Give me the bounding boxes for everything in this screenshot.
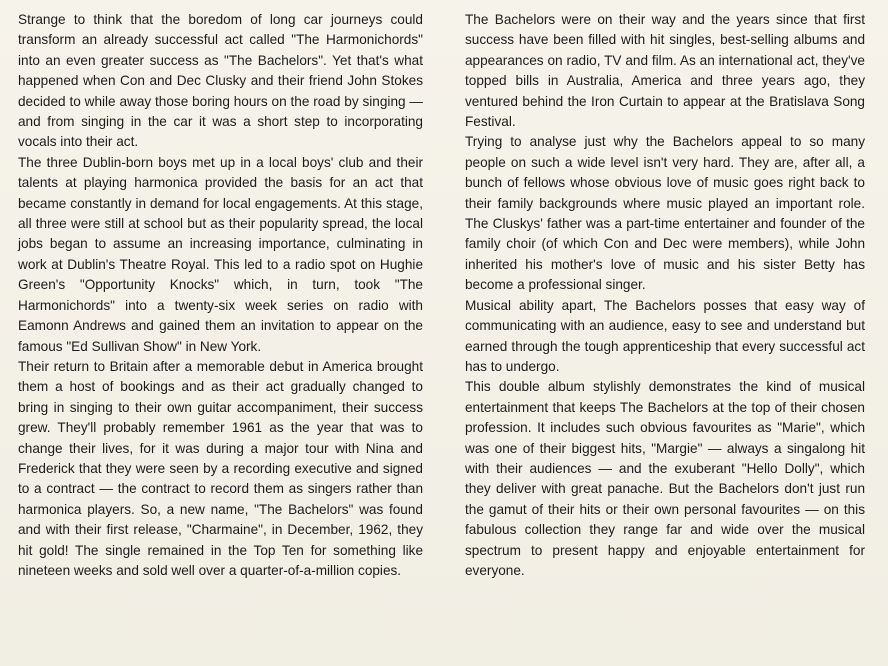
paragraph-car-journeys: Strange to think that the boredom of long car journeys could transform an already successful act called "The Harmonichords" into an even greater success as "The Bachelors". Yet that's what happened when Con and Dec Clusky and their friend John Stokes decided to while away those boring hours on the road by singing — and from singing in the car it was a short step to incorporating vocals into their act. — [18, 12, 423, 150]
paragraph-double-album: This double album stylishly demonstrates the kind of musical entertainment that keeps The Bachelors at the top of their chosen profession. It includes such obvious favourites as "Marie", which was one of their biggest hits, "Margie" — always a singalong hit with their audiences — and the exuberant "Hello Dolly", which they deliver with great panache. But the Bachelors don't just run the gamut of their hits or their own personal favourites — on this fabulous collection they range far and wide over the musical spectrum to present happy and enjoyable entertainment for everyone. — [465, 379, 865, 578]
paragraph-appeal: Trying to analyse just why the Bachelors appeal to so many people on such a wide level isn't very hard. They are, after all, a bunch of fellows whose obvious love of music goes right back to their family backgrounds where music played an important role. The Cluskys' father was a part-time entertainer and founder of the family choir (of which Con and Dec were members), while John inherited his mother's love of music and his sister Betty has become a professional singer. — [465, 134, 865, 293]
left-column — [18, 10, 423, 581]
paragraph-on-their-way: The Bachelors were on their way and the years since that first success have been filled with hit singles, best-selling albums and appearances on radio, TV and film. As an international act, they've topped bills in Australia, America and three years ago, they ventured behind the Iron Curtain to appear at the Bratislava Song Festival. — [465, 12, 865, 130]
paragraph-return-to-britain: Their return to Britain after a memorable debut in America brought them a host of bookings and as their act gradually changed to bring in singing to their own guitar accompaniment, their success grew. They'll probably remember 1961 as the year that was to change their lives, for it was during a major tour with Nina and Frederick that they were seen by a recording executive and signed to a contract — the contract to record them as singers rather than harmonica players. So, a new name, "The Bachelors" was found and with their first release, "Charmaine", in December, 1962, they hit gold! The single remained in the Top Ten for something like nineteen weeks and sold well over a quarter-of-a-million copies. — [18, 358, 423, 578]
paragraph-musical-ability: Musical ability apart, The Bachelors posses that easy way of communicating with an audience, easy to see and understand but earned through the tough apprenticeship that every successful act has to undergo. — [465, 297, 865, 374]
paragraph-dublin-boys: The three Dublin-born boys met up in a local boys' club and their talents at playing harmonica provided the basis for an act that became constantly in demand for local engagements. At this stage, all three were still at school but as their popularity spread, the local jobs began to assume an increasing importance, culminating in work at Dublin's Theatre Royal. This led to a radio spot on Hughie Green's "Opportunity Knocks" which, in turn, took "The Harmonichords" into a twenty-six week series on radio with Eamonn Andrews and gained them an invitation to appear on the famous "Ed Sullivan Show" in New York. — [18, 154, 423, 354]
right-column — [465, 10, 865, 581]
